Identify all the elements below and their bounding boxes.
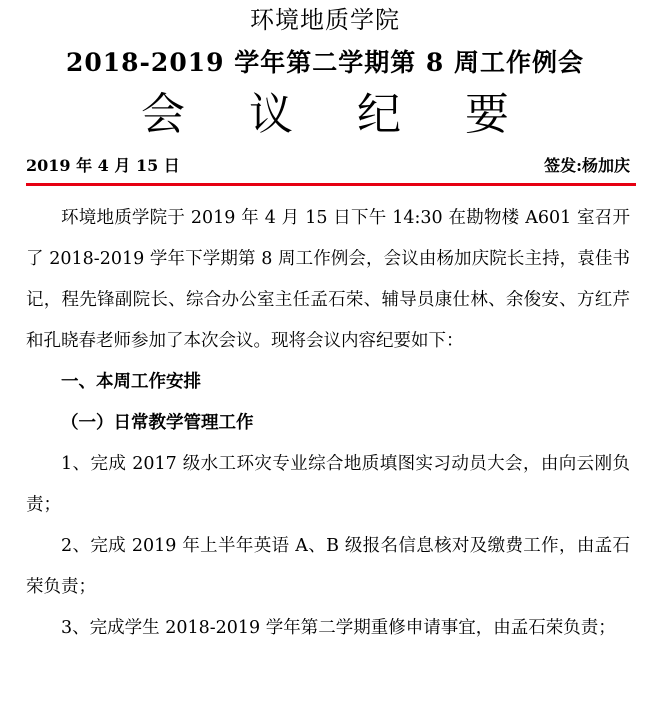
document-type-title: 会议纪要 bbox=[141, 89, 573, 140]
signer-name: 杨加庆 bbox=[581, 156, 630, 175]
list-item: 1、完成 2017 级水工环灾专业综合地质填图实习动员大会，由向云刚负责； bbox=[26, 454, 630, 515]
meta-row bbox=[26, 153, 630, 179]
header-divider bbox=[26, 183, 636, 186]
signer-label: 签发: bbox=[544, 156, 582, 175]
intro-paragraph: 环境地质学院于 2019 年 4 月 15 日下午 14:30 在勘物楼 A601 室召开了 2018-2019 学年下学期第 8 周工作例会，会议由杨加庆院长主持，袁佳书记，程先锋副院长、综合办公室主任孟石荣、辅导员康仕林、余俊安、方红芹和孔晓春老师参加了本次会议。现将会议内容纪要如下： bbox=[26, 208, 630, 351]
document-body bbox=[26, 198, 630, 649]
list-item: 3、完成学生 2018-2019 学年第二学期重修申请事宜，由孟石荣负责； bbox=[61, 618, 616, 638]
meeting-title: 2018-2019 学年第二学期第 8 周工作例会 bbox=[65, 48, 585, 77]
list-item: 2、完成 2019 年上半年英语 A、B 级报名信息核对及缴费工作，由孟石荣负责； bbox=[26, 536, 630, 597]
meeting-date: 2019 年 4 月 15 日 bbox=[26, 156, 180, 175]
section-heading: 一、本周工作安排 bbox=[61, 372, 201, 392]
organization-title: 环境地质学院 bbox=[250, 6, 400, 34]
subsection-heading: （一）日常教学管理工作 bbox=[61, 413, 254, 433]
signer bbox=[544, 153, 630, 179]
